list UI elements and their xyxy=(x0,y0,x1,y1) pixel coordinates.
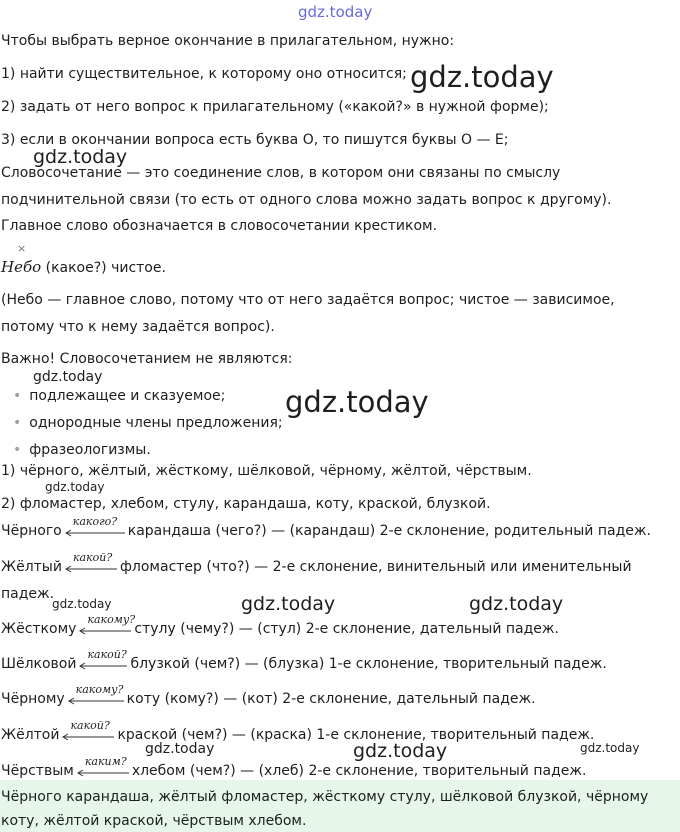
adjective: Чёрному xyxy=(1,691,65,707)
adjective: Жёлтой xyxy=(1,727,60,743)
question-arrow xyxy=(62,719,114,738)
answer-line: коту, жёлтой краской, чёрствым хлебом. xyxy=(1,813,307,829)
intro-text: Чтобы выбрать верное окончание в прилагательном, нужно: xyxy=(1,33,455,49)
arrow-left-icon xyxy=(68,697,124,705)
question-label: какой? xyxy=(87,648,127,661)
analysis-text: краской (чем?) — (краска) 1-е склонение, творительный падеж. xyxy=(117,727,595,743)
definition-line: Главное слово обозначается в словосочетании крестиком. xyxy=(1,218,438,234)
question-arrow xyxy=(65,515,125,534)
analysis-text: коту (кому?) — (кот) 2-е склонение, дательный падеж. xyxy=(126,691,536,707)
question-arrow xyxy=(77,755,129,774)
question-arrow xyxy=(79,613,136,632)
analysis-row xyxy=(1,719,595,745)
watermark: gdz.today xyxy=(45,480,105,494)
question-arrow xyxy=(79,648,127,667)
watermark: gdz.today xyxy=(241,593,336,615)
step-1: 1) найти существительное, к которому оно относится; xyxy=(1,66,407,82)
list-item: • подлежащее и сказуемое; xyxy=(13,388,226,404)
analysis-text: стулу (чему?) — (стул) 2-е склонение, дательный падеж. xyxy=(134,621,559,637)
definition-line: Словосочетание — это соединение слов, в котором они связаны по смыслу xyxy=(1,165,561,181)
question-label: каким? xyxy=(84,755,127,768)
answer-box xyxy=(0,780,680,832)
cross-mark: × xyxy=(17,242,27,255)
answer-line: Чёрного карандаша, жёлтый фломастер, жёсткому стулу, шёлковой блузкой, чёрному xyxy=(1,789,649,805)
analysis-row xyxy=(1,683,536,709)
analysis-text: блузкой (чем?) — (блузка) 1-е склонение, творительный падеж. xyxy=(130,656,607,672)
example-main-word: Небо xyxy=(1,258,42,276)
question-arrow xyxy=(65,551,117,570)
analysis-text: хлебом (чем?) — (хлеб) 2-е склонение, творительный падеж. xyxy=(131,763,587,779)
question-label: какой? xyxy=(70,719,110,732)
analysis-text: фломастер (что?) — 2-е склонение, винительный или именительный xyxy=(119,559,632,575)
watermark: gdz.today xyxy=(33,146,128,168)
task-words-2: 2) фломастер, хлебом, стулу, карандаша, коту, краской, блузкой. xyxy=(1,496,491,512)
analysis-row xyxy=(1,551,632,577)
watermark: gdz.today xyxy=(285,385,429,419)
arrow-left-icon xyxy=(65,529,125,537)
example-rest: (какое?) чистое. xyxy=(41,260,166,276)
arrow-left-icon xyxy=(77,769,129,777)
list-item: • однородные члены предложения; xyxy=(13,415,283,431)
bullet-icon: • xyxy=(13,388,22,404)
analysis-text: карандаша (чего?) — (карандаш) 2-е склонение, родительный падеж. xyxy=(127,523,651,539)
adjective: Чёрствым xyxy=(1,763,74,779)
task-words-1: 1) чёрного, жёлтый, жёсткому, шёлковой, чёрному, жёлтой, чёрствым. xyxy=(1,463,532,479)
analysis-continuation: падеж. xyxy=(1,586,55,602)
analysis-row xyxy=(1,648,607,674)
watermark: gdz.today xyxy=(580,741,640,755)
arrow-left-icon xyxy=(79,627,131,635)
watermark: gdz.today xyxy=(145,741,215,757)
analysis-row xyxy=(1,515,651,541)
adjective: Чёрного xyxy=(1,523,62,539)
step-2: 2) задать от него вопрос к прилагательному («какой?» в нужной форме); xyxy=(1,99,549,115)
adjective: Жёлтый xyxy=(1,559,62,575)
example-line xyxy=(1,257,166,278)
adjective: Жёсткому xyxy=(1,621,77,637)
watermark: gdz.today xyxy=(410,60,554,94)
step-3: 3) если в окончании вопроса есть буква О, то пишутся буквы О — Е; xyxy=(1,132,509,148)
question-label: какой? xyxy=(72,551,113,564)
watermark: gdz.today xyxy=(33,369,103,385)
important-title: Важно! Словосочетанием не являются: xyxy=(1,351,293,367)
watermark-top: gdz.today xyxy=(298,3,373,21)
question-label: какому? xyxy=(75,683,124,696)
example-explanation: потому что к нему задаётся вопрос). xyxy=(1,319,275,335)
watermark: gdz.today xyxy=(353,740,448,762)
arrow-left-icon xyxy=(65,565,117,573)
bullet-icon: • xyxy=(13,415,22,431)
definition-line: подчинительной связи (то есть от одного слова можно задать вопрос к другому). xyxy=(1,192,612,208)
arrow-left-icon xyxy=(79,662,127,670)
example-explanation: (Небо — главное слово, потому что от него задаётся вопрос; чистое — зависимое, xyxy=(1,292,615,308)
bullet-icon: • xyxy=(13,442,22,458)
list-item: • фразеологизмы. xyxy=(13,442,151,458)
question-arrow xyxy=(68,683,124,702)
question-label: какого? xyxy=(72,515,118,528)
analysis-row xyxy=(1,613,559,639)
watermark: gdz.today xyxy=(52,597,112,611)
arrow-left-icon xyxy=(62,733,114,741)
watermark: gdz.today xyxy=(469,593,564,615)
analysis-row xyxy=(1,755,587,781)
adjective: Шёлковой xyxy=(1,656,77,672)
question-label: какому? xyxy=(87,613,136,626)
